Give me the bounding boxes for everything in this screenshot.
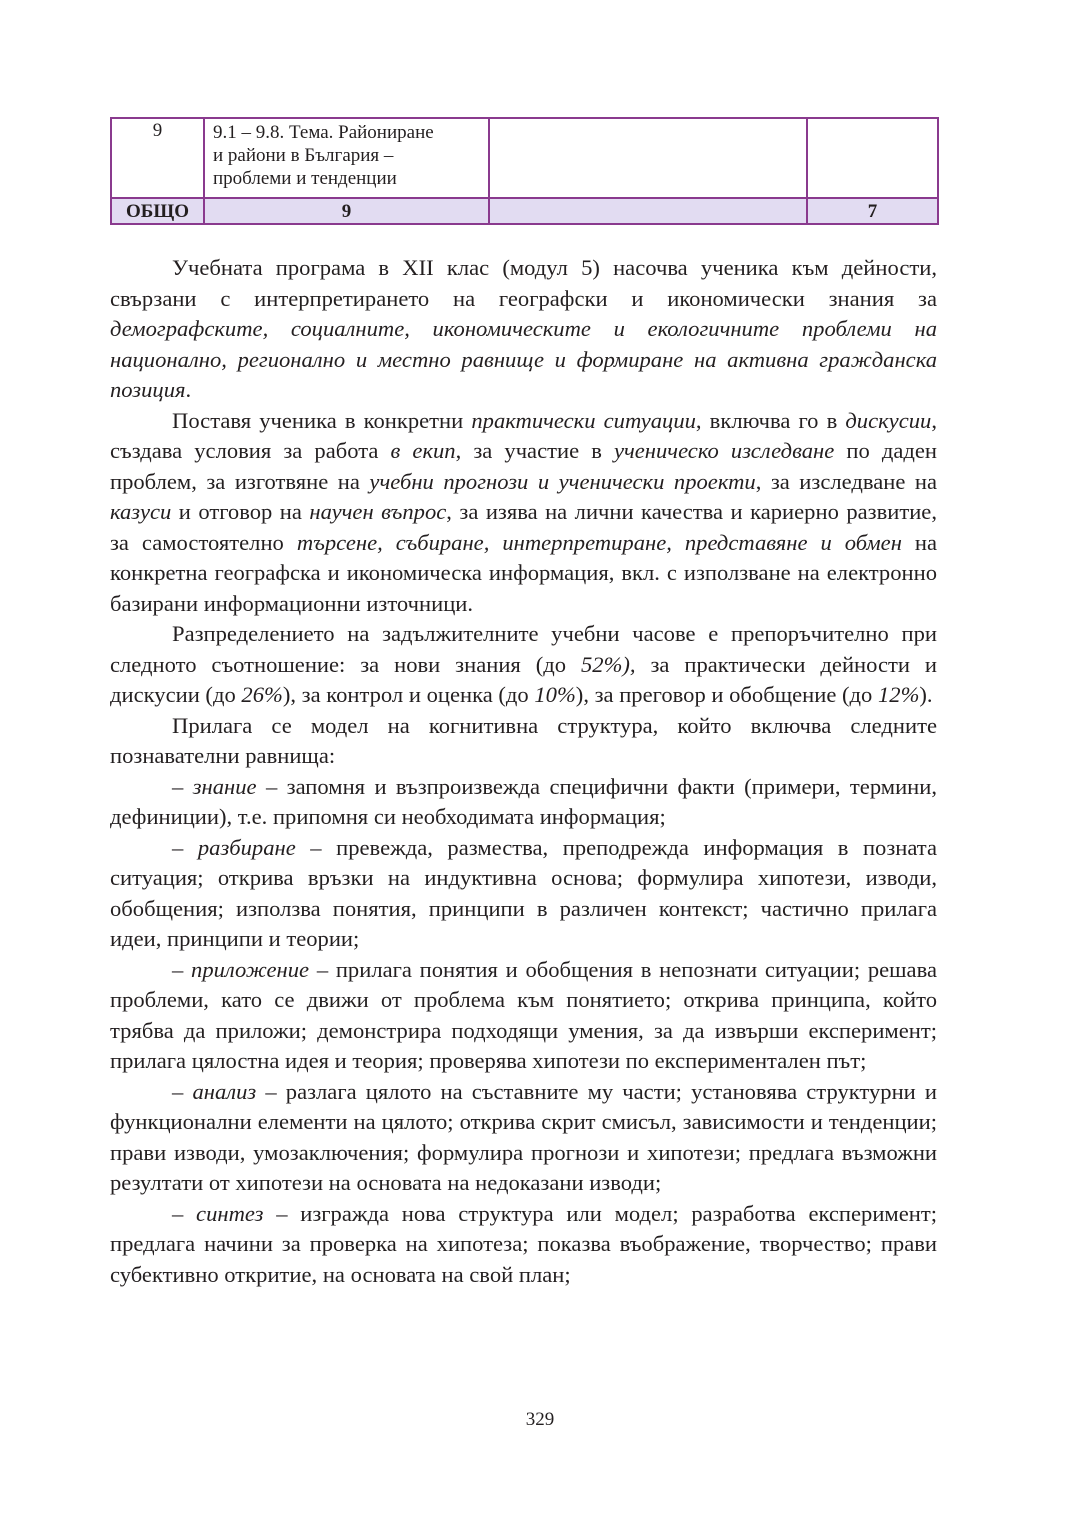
body-text xyxy=(110,253,937,1290)
text-run: Учебната програма в XII клас (модул 5) насочва ученика към дейности, свързани с интерпретирането на географски и икономически знания за xyxy=(110,255,937,311)
italic-run: 10% xyxy=(534,682,576,707)
total-col4-cell: 7 xyxy=(807,198,938,224)
italic-run: казуси xyxy=(110,499,172,524)
level-text: – превежда, размества, преподрежда информация в позната ситуация; открива връзки на индуктивна основа; формулира хипотези, изводи, обобщения; използва понятия, принципи в различен контекст; частично прилага идеи, принципи и теории; xyxy=(110,834,937,951)
text-run: , включва го в xyxy=(695,407,846,433)
text-run: , създава условия за работа xyxy=(110,407,937,463)
level-term: разбиране xyxy=(197,834,296,860)
text-run: Разпределението на задължителните учебни часове е препоръчително при следното съотношение: за нови знания (до xyxy=(110,621,937,677)
page-number: 329 xyxy=(525,1409,555,1430)
row-number-cell: 9 xyxy=(111,118,204,198)
italic-run: 26% xyxy=(241,682,283,707)
topic-cell xyxy=(204,118,489,198)
level-term: синтез xyxy=(196,1200,264,1226)
level-text: – прилага понятия и обобщения в непознати ситуации; решава проблеми, като се движи от проблема към понятието; открива принципа, който трябва да приложи; демонстрира подходящи умения, за да извърши експеримент; прилага цялостна идея и теория; проверява хипотези по експериментален път; xyxy=(110,956,937,1073)
text-run: ), за контрол и оценка (до xyxy=(282,682,535,707)
italic-run: дискусии xyxy=(845,407,932,433)
dash: – xyxy=(172,773,193,799)
dash: – xyxy=(172,1078,193,1104)
topic-line: 9.1 – 9.8. Тема. Райониране xyxy=(213,122,434,143)
topic-line: и райони в България – xyxy=(213,145,394,166)
text-run: ), за преговор и обобщение (до xyxy=(575,682,878,707)
italic-run: демографските, социалните, икономическите и екологичните проблеми на национално, регионално и местно равнище и формиране на активна гражданска позиция xyxy=(110,316,937,402)
curriculum-table xyxy=(110,117,939,225)
level-term: анализ xyxy=(192,1078,257,1104)
list-item xyxy=(110,772,937,833)
text-run: , за изследване на xyxy=(755,468,937,494)
italic-run: 12% xyxy=(877,682,920,707)
list-item xyxy=(110,833,937,955)
paragraph-cognitive-model: Прилага се модел на когнитивна структура, който включва следните познавателни равнища: xyxy=(110,712,937,768)
table-row xyxy=(111,118,938,198)
dash: – xyxy=(172,834,198,860)
italic-run: научен въпрос xyxy=(309,499,447,524)
paragraph-activities xyxy=(110,406,937,620)
list-item xyxy=(110,1199,937,1291)
text-run: . xyxy=(185,377,192,402)
level-text: – изгражда нова структура или модел; разработва експеримент; предлага начини за проверка на хипотеза; показва въображение, творчество; прави субективно откритие, на основата на свой план; xyxy=(110,1200,937,1287)
italic-run: практически ситуации xyxy=(471,407,696,433)
text-run: по даден проблем, за изготвяне на xyxy=(110,438,937,494)
list-item xyxy=(110,955,937,1077)
text-run: за практически дейности и дискусии (до xyxy=(110,651,937,707)
text-run: , за изява на лични качества и кариерно развитие, за самостоятелно xyxy=(110,499,937,555)
total-row xyxy=(111,198,938,224)
topic-line: проблеми и тенденции xyxy=(213,168,397,189)
level-term: знание xyxy=(192,773,257,799)
paragraph-program xyxy=(110,253,937,406)
italic-run: учебни прогнози и ученически проекти xyxy=(369,468,756,494)
total-label-cell: ОБЩО xyxy=(111,198,204,224)
italic-run: 52%), xyxy=(580,651,636,677)
list-item xyxy=(110,1077,937,1199)
empty-cell xyxy=(489,118,807,198)
text-run: на конкретна географска и икономическа информация, вкл. с използване на електронно базирани информационни източници. xyxy=(110,529,937,616)
level-text: – разлага цялото на съставните му части; установява структурни и функционални елементи на цялото; открива скрит смисъл, зависимости и тенденции; прави изводи, умозаключения; формулира прогнози и хипотези; предлага възможни резултати от хипотези на основата на недоказани изводи; xyxy=(110,1078,937,1195)
italic-run: ученическо изследване xyxy=(613,438,835,463)
text-run: , за участие в xyxy=(455,438,614,463)
paragraph-hours xyxy=(110,619,937,711)
total-empty-cell xyxy=(489,198,807,224)
text-run: и отговор на xyxy=(171,499,310,524)
italic-run: търсене, събиране, интерпретиране, представяне и обмен xyxy=(296,529,902,555)
level-text: – запомня и възпроизвежда специфични факти (примери, термини, дефиниции), т.е. припомня си необходимата информация; xyxy=(110,773,937,829)
text-run: Поставя ученика в конкретни xyxy=(172,407,472,433)
dash: – xyxy=(172,1200,197,1226)
level-term: приложение xyxy=(191,956,310,982)
text-run: ). xyxy=(919,682,933,707)
empty-cell xyxy=(807,118,938,198)
total-hours-cell: 9 xyxy=(204,198,489,224)
italic-run: в екип xyxy=(390,438,456,463)
dash: – xyxy=(172,956,192,982)
